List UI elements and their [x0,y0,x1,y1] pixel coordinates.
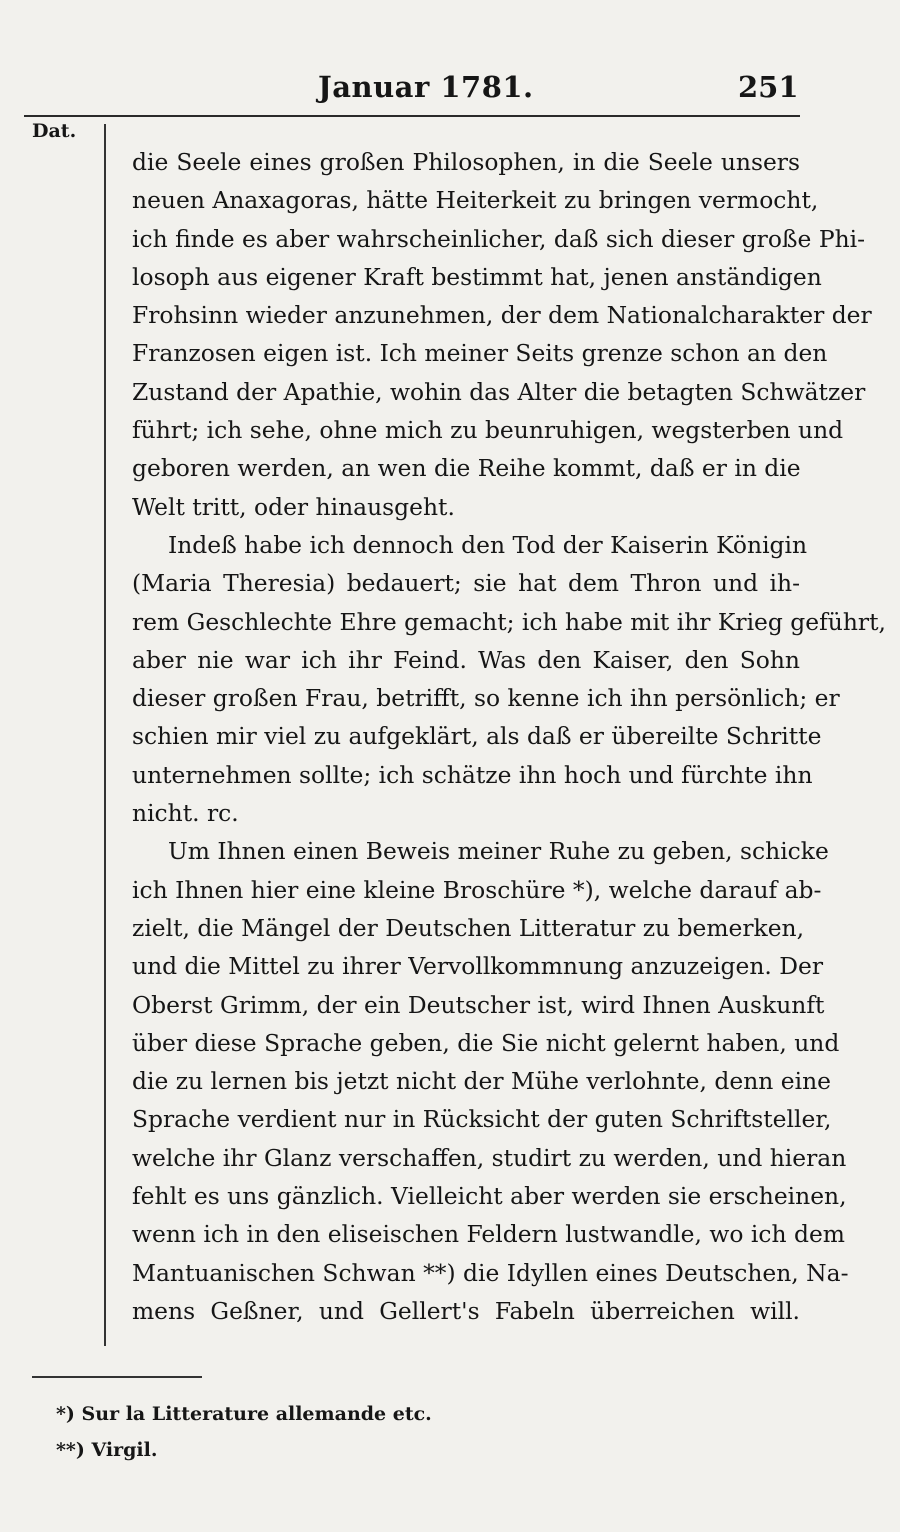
page-number: 251 [738,70,799,104]
text-line: geboren werden, an wen die Reihe kommt, daß er in die [132,454,801,483]
text-line: führt; ich sehe, ohne mich zu beunruhigen, wegsterben und [132,416,844,445]
text-line: die Seele eines großen Philosophen, in die Seele unsers [132,148,800,176]
footnote: **) Virgil. [56,1439,158,1461]
text-line: rem Geschlechte Ehre gemacht; ich habe mit ihr Krieg geführt, [132,607,886,636]
text-line: Welt tritt, oder hinausgeht. [132,492,455,521]
text-line: schien mir viel zu aufgeklärt, als daß er übereilte Schritte [132,722,822,751]
text-line: über diese Sprache geben, die Sie nicht gelernt haben, und [132,1028,840,1057]
header-rule [24,115,800,117]
text-line: Mantuanischen Schwan **) die Idyllen eines Deutschen, Na- [132,1258,849,1287]
text-line: Oberst Grimm, der ein Deutscher ist, wird Ihnen Auskunft [132,990,825,1019]
text-line: mens Geßner, und Gellert's Fabeln überreichen will. [132,1296,800,1325]
text-line: fehlt es uns gänzlich. Vielleicht aber werden sie erscheinen, [132,1182,847,1211]
text-line: Indeß habe ich dennoch den Tod der Kaiserin Königin [168,530,808,559]
text-line: zielt, die Mängel der Deutschen Litteratur zu bemerken, [132,913,805,942]
footnotes [56,1396,756,1468]
margin-column-rule [104,124,106,1346]
text-line: Franzosen eigen ist. Ich meiner Seits grenze schon an den [132,339,828,368]
margin-date-label: Dat. [32,120,77,142]
footnote: *) Sur la Litterature allemande etc. [56,1403,432,1425]
text-line: ich finde es aber wahrscheinlicher, daß sich dieser große Phi- [132,224,866,253]
text-line: ich Ihnen hier eine kleine Broschüre *), welche darauf ab- [132,875,822,904]
text-line: wenn ich in den eliseischen Feldern lustwandle, wo ich dem [132,1220,845,1249]
body-text [132,143,886,1330]
footnote-rule [32,1376,202,1378]
text-line: Zustand der Apathie, wohin das Alter die betagten Schwätzer [132,377,866,406]
text-line: aber nie war ich ihr Feind. Was den Kaiser, den Sohn [132,645,800,674]
text-line: (Maria Theresia) bedauert; sie hat dem Thron und ih- [132,569,800,598]
text-line: und die Mittel zu ihrer Vervollkommnung anzuzeigen. Der [132,952,824,981]
text-line: welche ihr Glanz verschaffen, studirt zu werden, und hieran [132,1143,847,1172]
running-head-title: Januar 1781. [318,70,534,104]
text-line: Sprache verdient nur in Rücksicht der guten Schriftsteller, [132,1105,832,1134]
text-line: Frohsinn wieder anzunehmen, der dem Nationalcharakter der [132,301,872,330]
text-line: dieser großen Frau, betrifft, so kenne ich ihn persönlich; er [132,684,840,713]
text-line: neuen Anaxagoras, hätte Heiterkeit zu bringen vermocht, [132,186,819,215]
text-line: Um Ihnen einen Beweis meiner Ruhe zu geben, schicke [168,837,829,866]
text-line: unternehmen sollte; ich schätze ihn hoch und fürchte ihn [132,760,813,789]
text-line: nicht. rc. [132,799,239,828]
text-line: losoph aus eigener Kraft bestimmt hat, jenen anständigen [132,262,822,291]
text-line: die zu lernen bis jetzt nicht der Mühe verlohnte, denn eine [132,1067,832,1096]
running-head [0,62,900,112]
